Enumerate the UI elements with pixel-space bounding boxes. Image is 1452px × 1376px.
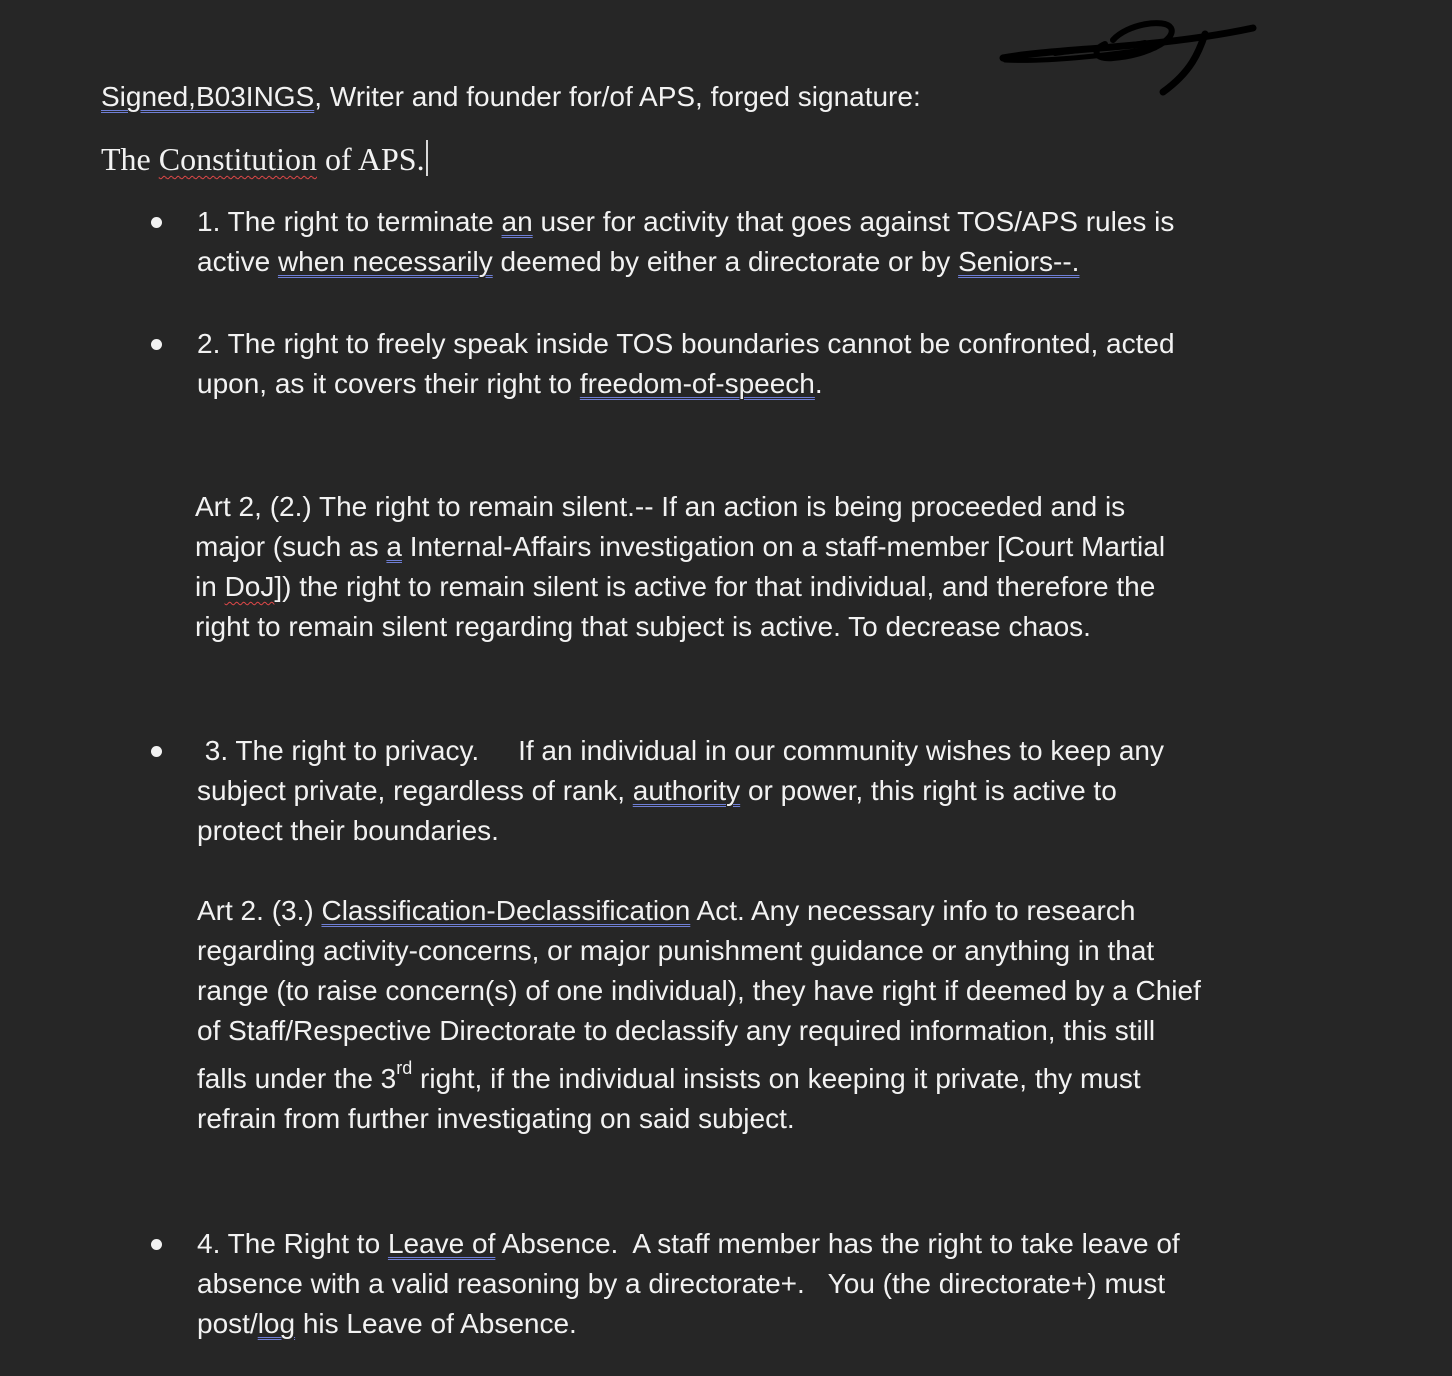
right-2-paragraph	[197, 324, 1175, 404]
bullet-icon	[151, 1239, 162, 1250]
signature-scribble-icon	[995, 10, 1265, 100]
right-1-paragraph	[197, 202, 1174, 282]
text-run: major (such as	[195, 531, 387, 562]
bullet-icon	[151, 746, 162, 757]
document-title[interactable]	[101, 138, 428, 180]
right-3-line-3: protect their boundaries.	[197, 815, 499, 846]
bullet-icon	[151, 339, 162, 350]
grammar-flag-log: log	[257, 1308, 296, 1339]
article-2-3-paragraph	[197, 891, 1201, 1139]
art22-line-3	[195, 567, 1165, 607]
right-1-line-1	[197, 202, 1174, 242]
right-4-line-3	[197, 1304, 1180, 1344]
text-run: subject private, regardless of rank,	[197, 775, 633, 806]
text-run: 1. The right to terminate	[197, 206, 502, 237]
grammar-flag-classification: Classification-Declassification	[321, 895, 691, 926]
title-post: of APS.	[317, 141, 425, 177]
grammar-flag-leave-of: Leave of	[387, 1228, 496, 1259]
right-4-line-1	[197, 1224, 1180, 1264]
text-cursor	[426, 140, 428, 176]
right-3-line-1: 3. The right to privacy. If an individual in our community wishes to keep any	[197, 735, 1164, 766]
signed-name: B03INGS	[195, 81, 315, 112]
art22-line-4: right to remain silent regarding that subject is active. To decrease chaos.	[195, 611, 1091, 642]
art23-line-6: refrain from further investigating on said subject.	[197, 1103, 795, 1134]
art23-line-5	[197, 1059, 1201, 1099]
text-run: upon, as it covers their right to	[197, 368, 580, 399]
text-run: in	[195, 571, 225, 602]
signed-prefix: Signed,	[101, 81, 196, 112]
text-run: .	[814, 368, 823, 399]
grammar-flag-freedom-of-speech: freedom-of-speech	[579, 368, 815, 399]
text-run: falls under the 3	[197, 1063, 397, 1094]
spelling-flag-doj: DoJ	[224, 571, 275, 602]
right-3-paragraph	[197, 731, 1164, 851]
text-run: or power, this right is active to	[740, 775, 1117, 806]
text-run: 4. The Right to	[197, 1228, 388, 1259]
title-word-constitution: Constitution	[158, 141, 317, 177]
text-run: Internal-Affairs investigation on a staff-member [Court Martial	[401, 531, 1166, 562]
art22-line-2	[195, 527, 1165, 567]
right-2-line-1: 2. The right to freely speak inside TOS boundaries cannot be confronted, acted	[197, 328, 1175, 359]
signed-line	[101, 78, 921, 116]
text-run: post/	[197, 1308, 258, 1339]
text-run: ]) the right to remain silent is active for that individual, and therefore the	[274, 571, 1156, 602]
text-run: Act. Any necessary info to research	[690, 895, 1136, 926]
right-2-line-2	[197, 364, 1175, 404]
art23-line-1	[197, 891, 1201, 931]
signed-rest: , Writer and founder for/of APS, forged signature:	[314, 81, 921, 112]
text-run: his Leave of Absence.	[295, 1308, 577, 1339]
grammar-flag-authority: authority	[632, 775, 741, 806]
right-4-line-2: absence with a valid reasoning by a directorate+. You (the directorate+) must	[197, 1268, 1166, 1299]
article-2-2-paragraph	[195, 487, 1165, 647]
text-run: Absence. A staff member has the right to take leave of	[495, 1228, 1180, 1259]
right-1-line-2	[197, 242, 1174, 282]
grammar-flag-seniors: Seniors--.	[958, 246, 1080, 277]
grammar-flag-when-necessarily: when necessarily	[277, 246, 493, 277]
text-run: user for activity that goes against TOS/APS rules is	[532, 206, 1175, 237]
text-run: Art 2. (3.)	[197, 895, 322, 926]
art23-line-3: range (to raise concern(s) of one individual), they have right if deemed by a Chief	[197, 975, 1201, 1006]
art22-line-1: Art 2, (2.) The right to remain silent.-- If an action is being proceeded and is	[195, 491, 1126, 522]
right-3-line-2	[197, 771, 1164, 811]
text-run: right, if the individual insists on keeping it private, thy must	[412, 1063, 1141, 1094]
bullet-icon	[151, 217, 162, 228]
text-run: active	[197, 246, 278, 277]
grammar-flag-a: a	[386, 531, 402, 562]
text-run: deemed by either a directorate or by	[492, 246, 959, 277]
title-pre: The	[101, 141, 159, 177]
superscript-rd: rd	[396, 1058, 413, 1078]
grammar-flag-an: an	[501, 206, 533, 237]
right-4-paragraph	[197, 1224, 1180, 1344]
art23-line-2: regarding activity-concerns, or major punishment guidance or anything in that	[197, 935, 1155, 966]
art23-line-4: of Staff/Respective Directorate to declassify any required information, this still	[197, 1015, 1156, 1046]
